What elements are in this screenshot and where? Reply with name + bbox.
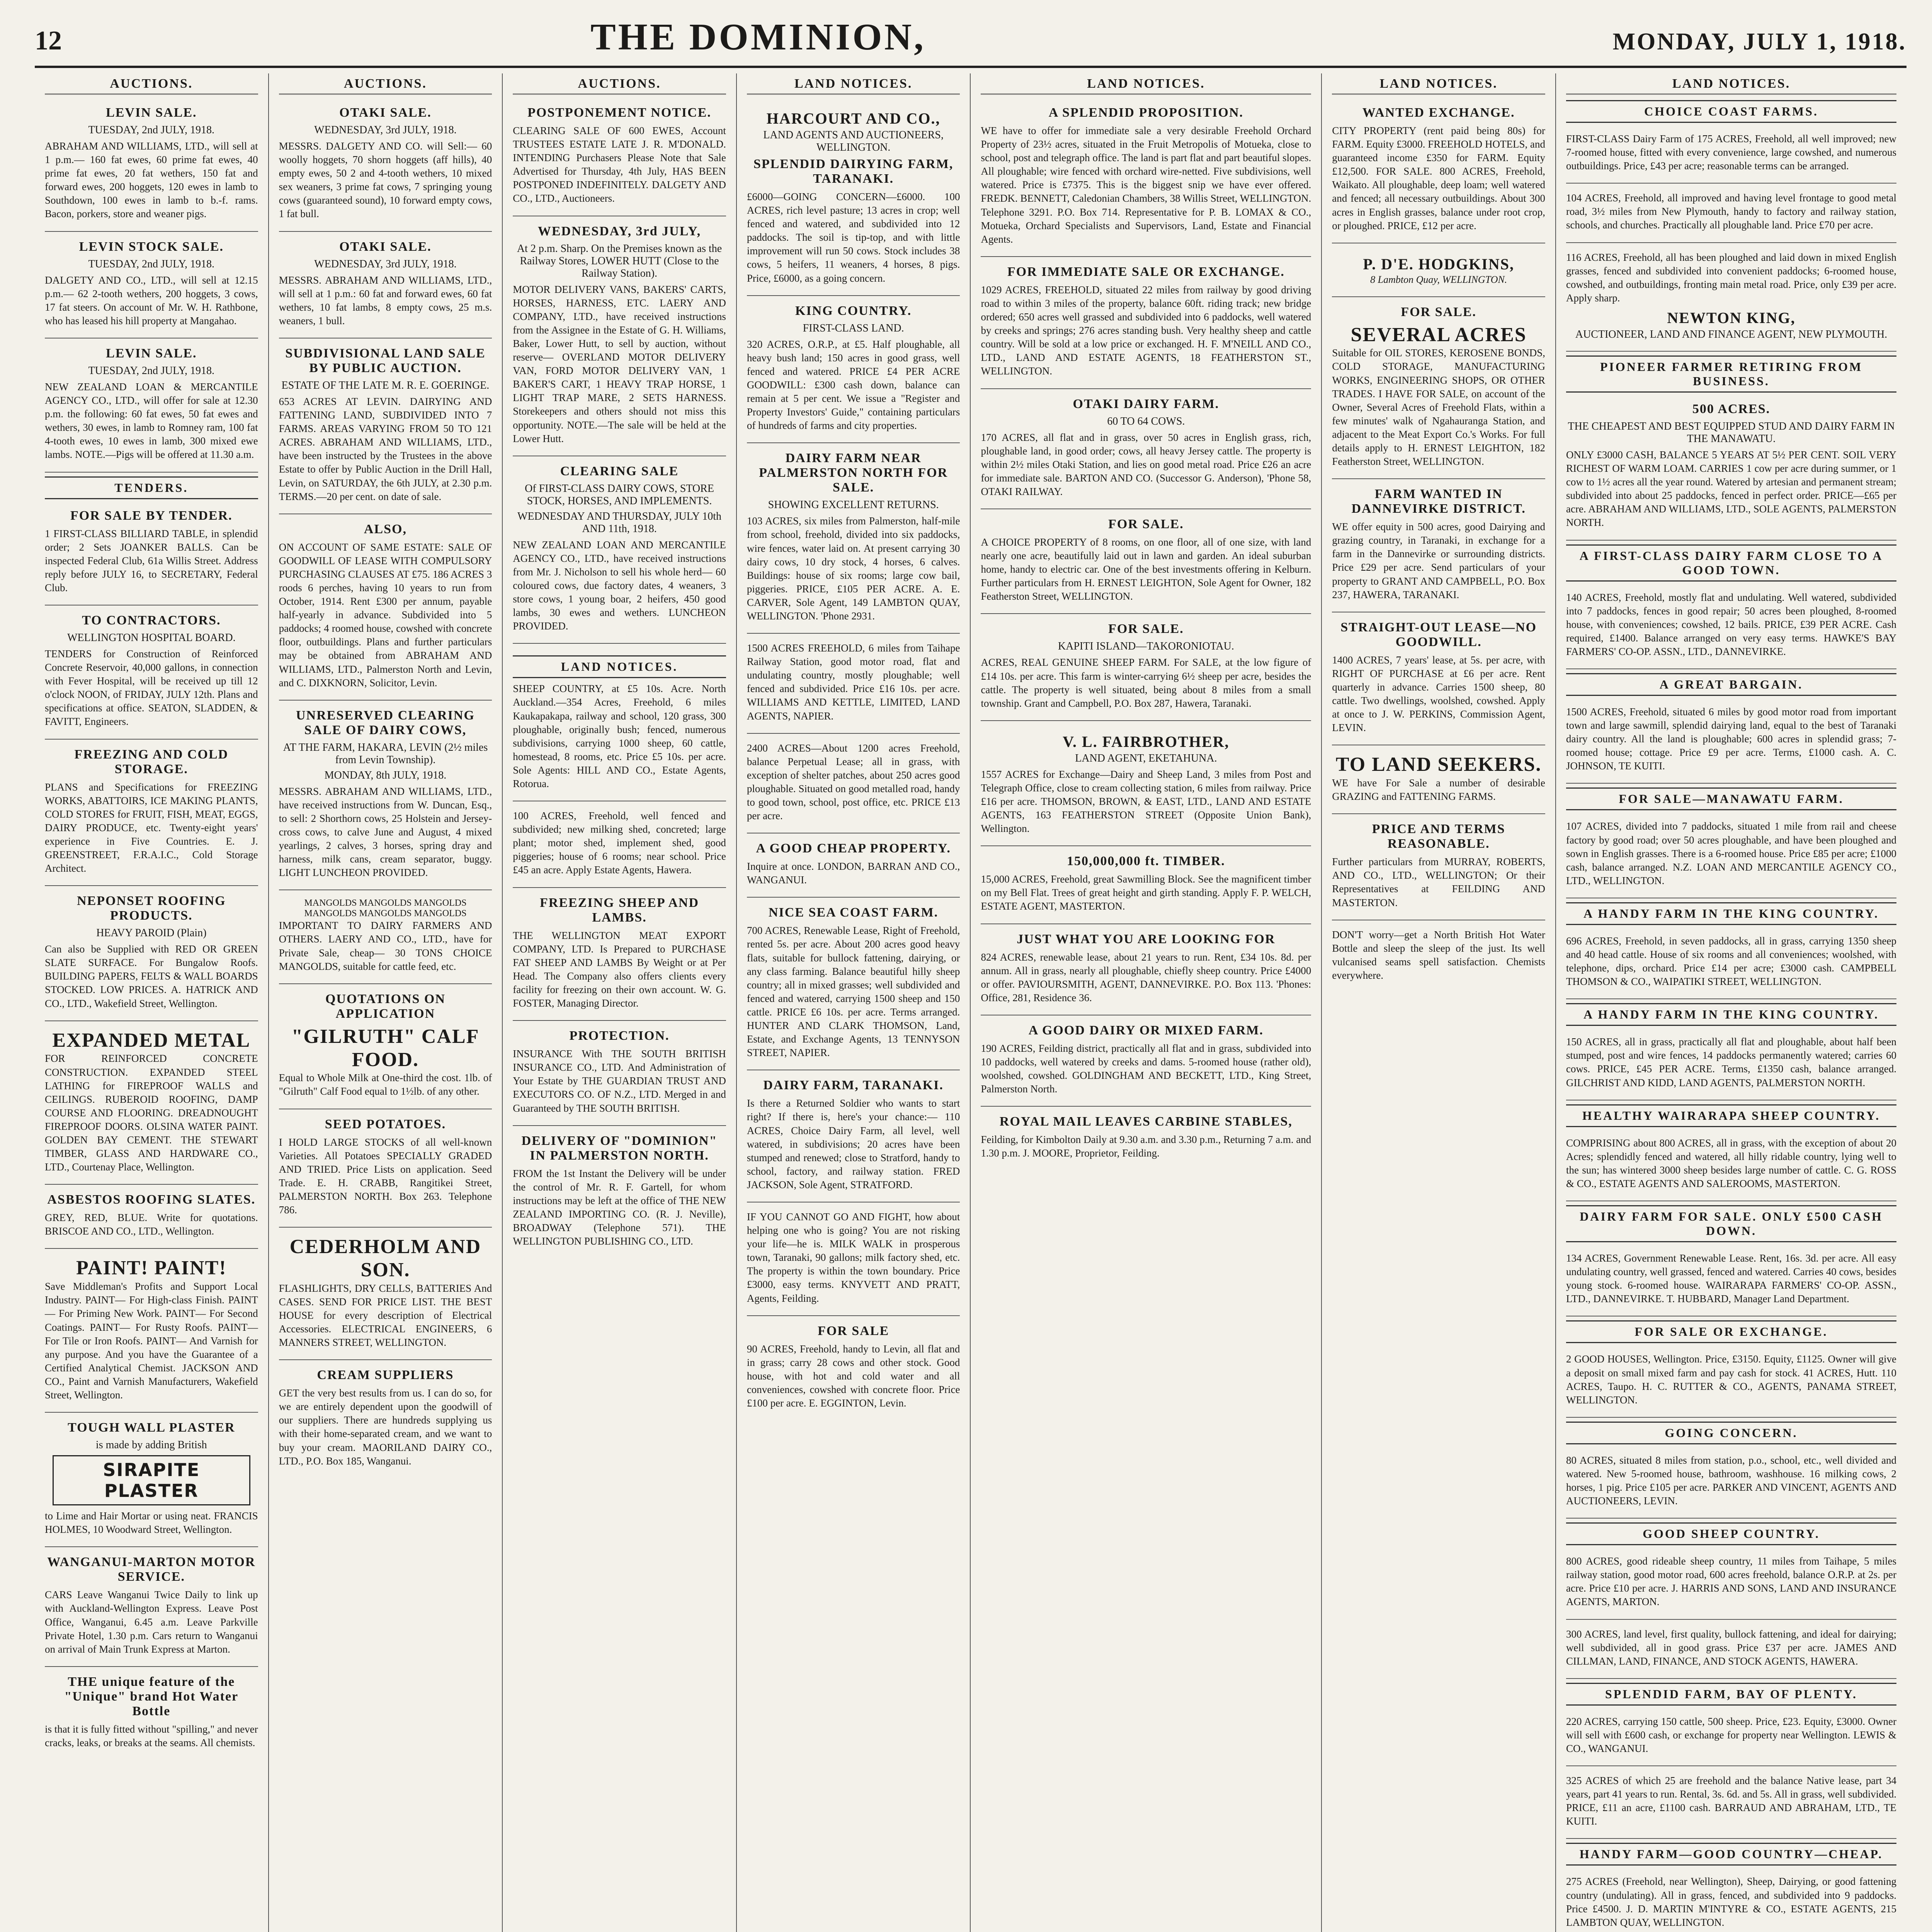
ad-title: FOR SALE.: [1401, 304, 1477, 319]
section-banner: A FIRST-CLASS DAIRY FARM CLOSE TO A GOOD TOWN.: [1566, 544, 1896, 582]
ad-asbestos: [45, 1187, 258, 1249]
ad-sheep-country: [513, 646, 726, 801]
ad-billiard-tender: [45, 503, 258, 605]
agent-address: AUCTIONEER, LAND AND FINANCE AGENT, NEW PLYMOUTH.: [1575, 328, 1888, 340]
ad-immediate-sale: [981, 259, 1311, 389]
ad-handy-farm: [1566, 1869, 1896, 1932]
ad-title: LEVIN STOCK SALE.: [79, 239, 224, 254]
ad-body: 2400 ACRES—About 1200 acres Freehold, balance Perpetual Lease; all in grass, with exception of shelter patches, about 250 acres good ploughable. Situated on good metalled road, handy to good town, school, post office, etc. PRICE £13 per acre.: [747, 742, 960, 822]
ad-title: FREEZING AND COLD STORAGE.: [74, 747, 229, 776]
ad-title: PRICE AND TERMS REASONABLE.: [1372, 822, 1505, 851]
ad-title: POSTPONEMENT NOTICE.: [527, 105, 711, 120]
ad-postponement: [513, 100, 726, 216]
ad-body: FIRST-CLASS Dairy Farm of 175 ACRES, Freehold, all well improved; new 7-roomed house, fitted with every convenience, large cowshed, and numerous outbuildings. Price, £43 per acre; reasonable terms can be arranged.: [1566, 133, 1897, 172]
ad-display: EXPANDED METAL: [52, 1029, 251, 1051]
ad-body: ON ACCOUNT OF SAME ESTATE: SALE OF GOODWILL OF LEASE WITH COMPULSORY PURCHASING CLAUSES AT £75. 186 ACRES 3 roods 6 perches, having 10 years to run from October, 1914. Rent £300 per annum, payable half-yearly in advance. Subdivided into 5 paddocks; 4 roomed house, cowshed with concrete floor, outbuildings. Plans and further particulars may be obtained from ABRAHAM AND WILLIAMS, LTD., Palmerston North and Levin, and C. DIXKNORN, Solicitor, Levin.: [279, 541, 492, 689]
ad-body: Equal to Whole Milk at One-third the cost. 1lb. of "Gilruth" Calf Food equal to 1½lb. of any other.: [279, 1072, 492, 1097]
ad-body: DON'T worry—get a North British Hot Water Bottle and sleep the sleep of the just. Its well vulcanised seams spell satisfaction. Chemists everywhere.: [1332, 929, 1546, 981]
ad-subtitle: AT THE FARM, HAKARA, LEVIN (2½ miles from Levin Township).: [283, 741, 488, 766]
ad-splendid-proposition: [981, 100, 1311, 257]
ad-date: MONDAY, 8th JULY, 1918.: [324, 769, 447, 781]
masthead: [35, 15, 1906, 68]
ad-subtitle: is made by adding British: [95, 1439, 207, 1451]
ad-title: ALSO,: [364, 522, 407, 536]
ad-100-acres: [513, 804, 726, 888]
ad-contractors: [45, 608, 258, 740]
ad-body: 320 ACRES, O.R.P., at £5. Half ploughable, all heavy bush land; 150 acres in good grass, well fenced and watered. PRICE £4 PER ACRE GOODWILL: £300 cash down, balance can remain at 5 per cent. We issue a "Register and Property Investors' Guide," containing particulars of hundreds of farms and city properties.: [747, 338, 960, 432]
ad-body: 134 ACRES, Government Renewable Lease. Rent, 16s. 3d. per acre. All easy undulating country, well grassed, fenced and watered. Carries 40 cows, besides young stock. 6-roomed house. WAIRARAPA FARMERS' CO-OP. ASSN., LTD., DANNEVIRKE. T. HUBBARD, Manager Land Department.: [1566, 1252, 1897, 1305]
ad-325-acres: [1566, 1769, 1896, 1839]
ad-title: TO CONTRACTORS.: [82, 613, 221, 628]
ad-title: NEPONSET ROOFING PRODUCTS.: [77, 894, 226, 923]
ad-hot-water-bottle: [45, 1669, 258, 1760]
column-header: LAND NOTICES.: [1566, 77, 1896, 95]
agent-name: NEWTON KING,: [1667, 309, 1796, 327]
ad-going-concern: [1566, 1448, 1896, 1519]
agent-name: V. L. FAIRBROTHER,: [1063, 733, 1230, 750]
agent-name: P. D'E. HODGKINS,: [1363, 255, 1514, 273]
ad-title: WANGANUI-MARTON MOTOR SERVICE.: [47, 1555, 256, 1584]
ad-body: SHEEP COUNTRY, at £5 10s. Acre. North Auckland.—354 Acres, Freehold, 6 miles Kaukapakapa, railway and school, 120 grass, 300 ploughable, originally bush; fenced, numerous subdivisions, carrying 1000 sheep, 60 cattle, homestead, 8 rooms, etc. Price £5 10s. per acre. Sole Agents: HILL AND CO., Estate Agents, Rotorua.: [513, 683, 726, 789]
ad-body: 1557 ACRES for Exchange—Dairy and Sheep Land, 3 miles from Post and Telegraph Office, close to cream collecting station, 6 miles from railway. Price £16 per acre. THOMSON, BROWN, & EAST, LTD., LAND AND ESTATE AGENTS, 163 FEATHERSTON STREET (Opposite Union Bank), Wellington.: [981, 768, 1311, 835]
ad-body: 104 ACRES, Freehold, all improved and having level frontage to good metal road, 3½ miles from New Plymouth, handy to factory and railway station, schools, and churches. Practically all ploughable land. Price £70 per acre.: [1566, 192, 1897, 231]
ad-body: 2 GOOD HOUSES, Wellington. Price, £3150. Equity, £1125. Owner will give a deposit on small mixed farm and pay cash for stock. 41 ACRES, Hutt. 110 ACRES, Taupo. H. C. RUTTER & CO., AGENTS, PANAMA STREET, WELLINGTON.: [1566, 1353, 1897, 1406]
ad-title: 500 ACRES.: [1692, 401, 1770, 416]
ad-otaki-dairy: [981, 391, 1311, 509]
ad-subtitle: WELLINGTON HOSPITAL BOARD.: [67, 631, 236, 644]
section-banner: GOING CONCERN.: [1566, 1422, 1896, 1444]
paper-title: THE DOMINION,: [590, 16, 926, 58]
ad-subtitle: At 2 p.m. Sharp. On the Premises known as the Railway Stores, LOWER HUTT (Close to the Railway Station).: [517, 242, 722, 279]
ad-levin-stock-sale: [45, 234, 258, 338]
ad-date: TUESDAY, 2nd JULY, 1918.: [88, 258, 215, 270]
ad-body: 824 ACRES, renewable lease, about 21 years to run. Rent, £34 10s. 8d. per annum. All in grass, nearly all ploughable, chiefly sheep country. Price £4000 or offer. PAVIOURSMITH, AGENT, DANNEVIRKE. P.O. Box 113. 'Phones: Office, 281, Residence 36.: [981, 951, 1311, 1003]
section-banner: A HANDY FARM IN THE KING COUNTRY.: [1566, 902, 1896, 925]
ad-title: OTAKI SALE.: [339, 239, 432, 254]
column-header: AUCTIONS.: [45, 77, 258, 95]
ad-134-acres: [1566, 1246, 1896, 1316]
section-banner: A HANDY FARM IN THE KING COUNTRY.: [1566, 1003, 1896, 1026]
ad-body: CARS Leave Wanganui Twice Daily to link up with Auckland-Wellington Express. Leave Post Office, Wanganui, 6.45 a.m. Leave Parkville Private Hotel, 1.30 p.m. Cars return to Wanganui on arrival of Main Trunk Express at Marton.: [45, 1589, 258, 1655]
ad-motor-service: [45, 1549, 258, 1667]
ad-date: WEDNESDAY, 3rd JULY, 1918.: [314, 258, 457, 270]
ad-116-acres: [1566, 245, 1896, 352]
ad-display: MANGOLDS MANGOLDS MANGOLDS: [304, 898, 467, 908]
ad-body: 100 ACRES, Freehold, well fenced and subdivided; new milking shed, concreted; large plant; motor shed, implement shed, good piggeries; house of 6 rooms; near school. Price £45 an acre. Apply Estate Agents, Hawera.: [513, 810, 726, 876]
ad-milk-walk: [747, 1205, 960, 1316]
ad-body: IF YOU CANNOT GO AND FIGHT, how about helping one who is going? You are not risking your life—he is. MILK WALK in prosperous town, Taranaki, 90 gallons; milk factory shed, etc. The property is within the town boundary. Price £3000, easy terms. KNYVETT AND PRATT, Agents, Feilding.: [747, 1211, 960, 1304]
ad-body: I HOLD LARGE STOCKS of all well-known Varieties. All Potatoes SPECIALLY GRADED AND TRIED. Price Lists on application. Seed Trade. E. H. CRABB, Rangitikei Street, PALMERSTON NORTH. Box 263. Telephone 786.: [279, 1136, 492, 1216]
ad-body: 1400 ACRES, 7 years' lease, at 5s. per acre, with RIGHT OF PURCHASE at £6 per acre. Rent quarterly in advance. Carries 1500 sheep, 80 cattle. Two dwellings, woolshed, cowshed. Apply at once to J. W. PERKINS, Commission Agent, LEVIN.: [1332, 654, 1546, 734]
ad-title: UNRESERVED CLEARING SALE OF DAIRY COWS,: [296, 708, 475, 737]
ad-body: 1 FIRST-CLASS BILLIARD TABLE, in splendid order; 2 Sets JOANKER BALLS. Can be inspected Federal Club, 61a Willis Street. Address reply before JULY 16, to SECRETARY, Federal Club.: [45, 527, 258, 594]
ad-body: NEW ZEALAND LOAN AND MERCANTILE AGENCY CO., LTD., have received instructions from Mr. J. Nicholson to sell his whole herd— 60 coloured cows, due factory dates, 4 weaners, 3 store cows, 1 young boar, 2 heifers, 450 good lambs, 30 ewes and wethers. LUNCHEON PROVIDED.: [513, 539, 726, 632]
section-banner: DAIRY FARM FOR SALE. ONLY £500 CASH DOWN.: [1566, 1205, 1896, 1242]
ad-body: 116 ACRES, Freehold, all has been ploughed and laid down in mixed English grasses, fenced and subdivided into convenient paddocks; 6-roomed house, cowshed, and outbuildings, fronting main metal road. Price, only £39 per acre. Apply sharp.: [1566, 251, 1897, 304]
ad-title: A GOOD DAIRY OR MIXED FARM.: [1028, 1023, 1264, 1037]
ad-body: A CHOICE PROPERTY of 8 rooms, on one floor, all of one size, with land nearly one acre, beautifully laid out in lawn and garden. An ideal suburban home, handy to electric car. One of the best investments offering in Kelburn. Further particulars from H. ERNEST LEIGHTON, Sole Agent for Owner, 182 Featherston Street, WELLINGTON.: [981, 536, 1311, 602]
ad-display: SEVERAL ACRES: [1350, 323, 1527, 346]
ad-body: Feilding, for Kimbolton Daily at 9.30 a.m. and 3.30 p.m., Returning 7 a.m. and 1.30 p.m. J. MOORE, Proprietor, Feilding.: [981, 1134, 1311, 1159]
ad-title: CREAM SUPPLIERS: [317, 1368, 454, 1383]
column-header: LAND NOTICES.: [1332, 77, 1545, 95]
ad-body: CLEARING SALE OF 600 EWES, Account TRUSTEES ESTATE LATE J. R. M'DONALD. INTENDING Purchasers Please Note that Sale Advertised for Thursday, 4th July, HAS BEEN POSTPONED INDEFINITELY. DALGETY AND CO., LTD., Auctioneers.: [513, 125, 726, 204]
ad-body: FOR REINFORCED CONCRETE CONSTRUCTION. EXPANDED STEEL LATHING for FIREPROOF WALLS and CEILINGS. RUBEROID ROOFING, DAMP COURSE AND FLOORING. DREADNOUGHT FIREPROOF DOORS. OLSINA WATER PAINT. GOLDEN BAY CEMENT. THE STEWART TIMBER, GLASS AND HARDWARE CO., LTD., Courtenay Place, Wellington.: [45, 1053, 258, 1173]
ad-title: QUOTATIONS ON APPLICATION: [325, 992, 446, 1021]
ad-body: Is there a Returned Soldier who wants to start right? If there is, here's your chance:— 110 ACRES, Choice Dairy Farm, all level, well watered, in subdivisions; 20 acres have been stumped and renewed; close to Stratford, handy to school, factory, and railway station. FRED JACKSON, Sole Agent, STRATFORD.: [747, 1097, 960, 1190]
ad-title: KING COUNTRY.: [795, 303, 912, 318]
ad-body: £6000—GOING CONCERN—£6000. 100 ACRES, rich level pasture; 13 acres in crop; well fenced and watered, and subdivided into 12 paddocks. The soil is tip-top, and with little improvement will run 50 cows. Stock includes 38 cows, 5 heifers, 11 weaners, 4 horses, 8 pigs. Price, £6000, as a going concern.: [747, 191, 960, 284]
ad-levin-sale-2: [45, 341, 258, 473]
ad-body: is that it is fully fitted without "spilling," and never cracks, leaks, or breaks at the seams. All chemists.: [45, 1723, 258, 1748]
ad-subtitle: 60 TO 64 COWS.: [1107, 415, 1185, 427]
ad-body: 1500 ACRES FREEHOLD, 6 miles from Taihape Railway Station, good motor road, flat and undulating country, mostly ploughable; well fenced and subdivided. Price £16 10s. per acre. WILLIAMS AND KETTLE, LIMITED, LAND AGENTS, NAPIER.: [747, 642, 960, 722]
ad-paint: [45, 1251, 258, 1413]
ad-title: SPLENDID DAIRYING FARM, TARANAKI.: [753, 157, 954, 186]
ad-subtitle: FIRST-CLASS LAND.: [803, 322, 904, 334]
ad-body: GET the very best results from us. I can do so, for we are entirely dependent upon the goodwill of our suppliers. There are hundreds supplying us with their home-separated cream, and we want to buy your cream. MAORILAND DAIRY CO., LTD., P.O. Box 185, Wanganui.: [279, 1387, 492, 1467]
ad-delivery-notice: [513, 1128, 726, 1259]
ad-body: IMPORTANT TO DAIRY FARMERS AND OTHERS. LAERY AND CO., LTD., have for Private Sale, cheap— 30 TONS CHOICE MANGOLDS, suitable for cattle feed, etc.: [279, 920, 492, 972]
ad-title: LEVIN SALE.: [106, 346, 197, 361]
ad-subtitle: ESTATE OF THE LATE M. R. E. GOERINGE.: [281, 379, 490, 391]
sirapite-logo: SIRAPITE PLASTER: [53, 1455, 250, 1505]
ad-body: 150 ACRES, all in grass, practically all flat and ploughable, about half been stumped, post and wire fences, 14 paddocks permanently watered; carries 60 cows. PRICE, £45 PER ACRE. Terms, £1350 cash, balance arranged. GILCHRIST AND KIDD, LAND AGENTS, PALMERSTON NORTH.: [1566, 1036, 1897, 1088]
column-1: [35, 73, 269, 1932]
ad-title: FOR SALE.: [1108, 517, 1184, 531]
section-banner: PIONEER FARMER RETIRING FROM BUSINESS.: [1566, 355, 1896, 393]
ad-display: "GILRUTH" CALF FOOD.: [291, 1025, 480, 1071]
ad-body: 8 Lambton Quay, WELLINGTON.: [1370, 274, 1507, 285]
ad-date: TUESDAY, 2nd JULY, 1918.: [88, 124, 215, 136]
ad-body: WE have For Sale a number of desirable GRAZING and FATTENING FARMS.: [1332, 777, 1546, 803]
ad-subtitle: THE CHEAPEST AND BEST EQUIPPED STUD AND DAIRY FARM IN THE MANAWATU.: [1568, 420, 1895, 445]
ad-title: DELIVERY OF "DOMINION" IN PALMERSTON NORTH.: [521, 1133, 718, 1163]
ad-land-seekers: [1332, 748, 1545, 814]
ad-body: 15,000 ACRES, Freehold, great Sawmilling Block. See the magnificent timber on my Bell Flat. Trees of great height and girth standing. Apply F. P. WELCH, ESTATE AGENT, MASTERTON.: [981, 873, 1311, 912]
ad-title: TOUGH WALL PLASTER: [68, 1420, 235, 1435]
ad-otaki-sale: [279, 100, 492, 232]
ad-title: WEDNESDAY, 3rd JULY,: [537, 224, 701, 238]
ad-body: COMPRISING about 800 ACRES, all in grass, with the exception of about 20 Acres; splendidly fenced and watered, all hilly ridable country, lying well to the sun; has wintered 3000 sheep besides large number of cattle. C. G. ROSS & CO., ESTATE AGENTS AND SALEROOMS, MASTERTON.: [1566, 1137, 1897, 1189]
column-6: [1322, 73, 1556, 1932]
section-banner: FOR SALE OR EXCHANGE.: [1566, 1320, 1896, 1343]
column-4: [737, 73, 971, 1932]
ad-150-acres: [1566, 1030, 1896, 1100]
column-header: AUCTIONS.: [279, 77, 492, 95]
section-banner: SPLENDID FARM, BAY OF PLENTY.: [1566, 1683, 1896, 1706]
ad-body: Inquire at once. LONDON, BARRAN AND CO., WANGANUI.: [747, 861, 960, 886]
ad-date: TUESDAY, 2nd JULY, 1918.: [88, 364, 215, 377]
ad-mixed-farm: [981, 1018, 1311, 1107]
ad-farm-wanted: [1332, 481, 1545, 612]
ad-body: 696 ACRES, Freehold, in seven paddocks, all in grass, carrying 1350 sheep and 40 head cattle. House of six rooms and all conveniences; woolshed, with telephone, dips, orchard. Price £14 per acre; £3000 cash. CAMPBELL THOMSON & CO., WAIPATIKI STREET, WELLINGTON.: [1566, 935, 1897, 988]
column-header: LAND NOTICES.: [747, 77, 960, 95]
ad-manawatu-farm: [1566, 814, 1896, 898]
ad-title: A GOOD CHEAP PROPERTY.: [756, 841, 951, 856]
ad-body: 700 ACRES, Renewable Lease, Right of Freehold, rented 5s. per acre. About 200 acres good heavy flats, suitable for bullock fattening, dairying, or any class farming. Balance beautiful hilly sheep country; all in mixed grasses; well subdivided and fenced and watered, carrying 1500 sheep and 150 cattle. PRICE £6 10s. per acre. Terms arranged. HUNTER AND CLARK THOMSON, Land, Estate, and Exchange Agents, 13 TENNYSON STREET, NAPIER.: [747, 925, 960, 1059]
ad-title: OTAKI DAIRY FARM.: [1073, 396, 1219, 411]
ad-104-acres: [1566, 186, 1896, 243]
ad-body: ACRES, REAL GENUINE SHEEP FARM. For SALE, at the low figure of £14 10s. per acre. This farm is winter-carrying 6½ sheep per acre, besides the cattle. The property is well situated, being about 8 miles from a small township. Grant and Campbell, P.O. Box 287, Hawera, Taranaki.: [981, 656, 1311, 709]
ad-seed-potatoes: [279, 1112, 492, 1228]
ad-cheap-property: [747, 836, 960, 898]
ad-king-country: [747, 298, 960, 444]
ad-dairy-taranaki: [747, 1073, 960, 1202]
ad-body: 800 ACRES, good rideable sheep country, 11 miles from Taihape, 5 miles railway station, good motor road, 600 acres freehold, balance O.R.P. at 2s. per acre. Price £10 per acre. J. HARRIS AND SONS, LAND AND INSURANCE AGENTS, MARTON.: [1566, 1555, 1897, 1608]
ad-500-acres: [1566, 396, 1896, 541]
ad-title: FOR SALE BY TENDER.: [70, 508, 233, 523]
ad-body: MOTOR DELIVERY VANS, BAKERS' CARTS, HORSES, HARNESS, ETC. LAERY AND COMPANY, LTD., have received instructions from the Assignee in the Estate of G. H. Williams, Baker, Lower Hutt, to sell by auction, without reserve— OVERLAND MOTOR DELIVERY VAN, FORD MOTOR DELIVERY VAN, 1 BAKER'S CART, 1 HEAVY TRAP HORSE, 1 LIGHT TRAP MARE, 2 SETS HARNESS. Storekeepers and others should not miss this opportunity. NOTE.—The sale will be held at the Lower Hutt.: [513, 283, 726, 444]
ad-clearing-sale: [279, 703, 492, 891]
ad-subtitle: LAND AGENT, EKETAHUNA.: [1075, 752, 1217, 764]
ad-railway-stores: [513, 219, 726, 456]
ad-body: CITY PROPERTY (rent paid being 80s) for FARM. Equity £3000. FREEHOLD HOTELS, and guaranteed income £350 for FARM. Equity £12,500. FOR SALE. 800 ACRES, Freehold, Waikato. All ploughable, deep loam; well watered and fenced; all necessary outbuildings. About 300 acres in English grasses, balance under root crop, or ploughed. PRICE, £12 per acre.: [1332, 125, 1546, 231]
ad-body: MESSRS. ABRAHAM AND WILLIAMS, LTD., will sell at 1 p.m.: 60 fat and forward ewes, 60 fat wethers, 10 fat lambs, 8 empty cows, 25 m.s. weaners, 1 bull.: [279, 274, 492, 327]
ad-bay-of-plenty: [1566, 1709, 1896, 1766]
ad-body: 140 ACRES, Freehold, mostly flat and undulating. Well watered, subdivided into 7 paddocks, fences in good repair; 50 acres been ploughed, 8-roomed house, with conveniences; cowshed, 12 bails. PRICE, £39 PER ACRE. Cash required, £1400. Balance arranged on very easy terms. HAWKE'S BAY FARMERS' CO-OP. ASSN., LTD., DANNEVIRKE.: [1566, 591, 1897, 657]
ad-cederholm: [279, 1230, 492, 1360]
ad-body: 170 ACRES, all flat and in grass, over 50 acres in English grass, rich, ploughable land, in good order; cows, all heavy Jersey cattle. The property is within 2½ miles Otaki Station, and lies on good metal road. Price £26 an acre for immediate sale. BARTON AND CO. (Successor G. Anderson), 'Phone 58, OTAKI RAILWAY.: [981, 431, 1311, 497]
column-3: [503, 73, 737, 1932]
ad-140-acres: [1566, 585, 1896, 669]
ad-display: TO LAND SEEKERS.: [1336, 753, 1542, 776]
ad-hodgkins: [1332, 246, 1545, 297]
ad-subtitle: Of FIRST-CLASS DAIRY COWS, STORE STOCK, HORSES, AND IMPLEMENTS.: [525, 482, 714, 507]
column-header: AUCTIONS.: [513, 77, 726, 95]
ad-title: NICE SEA COAST FARM.: [769, 905, 939, 920]
section-banner: GOOD SHEEP COUNTRY.: [1566, 1522, 1896, 1545]
ad-royal-mail: [981, 1109, 1311, 1170]
ad-1500-acres: [747, 636, 960, 734]
ad-clearing-sale-dairy: [513, 459, 726, 644]
ad-title: LEVIN SALE.: [106, 105, 197, 120]
ad-body: FLASHLIGHTS, DRY CELLS, BATTERIES And CASES. SEND FOR PRICE LIST. THE BEST HOUSE for every description of Electrical Accessories. ELECTRICAL ENGINEERS, 6 MANNERS STREET, WELLINGTON.: [279, 1282, 492, 1349]
ad-cream-suppliers: [279, 1362, 492, 1478]
column-7: [1556, 73, 1906, 1932]
ad-harcourt: [747, 100, 960, 296]
ad-body: Can also be Supplied with RED OR GREEN SLATE SURFACE. For Bungalow Roofs. BUILDING PAPERS, FELTS & WALL BOARDS STOCKED. LOW PRICES. A. HATRICK AND CO., LTD., Wakefield Street, Wellington.: [45, 943, 258, 1009]
section-banner: LAND NOTICES.: [513, 655, 726, 678]
ad-subtitle: KAPITI ISLAND—TAKORONIOTAU.: [1058, 640, 1234, 653]
ad-body: PLANS and Specifications for FREEZING WORKS, ABATTOIRS, ICE MAKING PLANTS, COLD STORES for FRUIT, FISH, MEAT, EGGS, DAIRY PRODUCE, etc. Twenty-eight years' experience in Five Countries. E. J. GREENSTREET, F.R.A.I.C., Cold Storage Architect.: [45, 781, 258, 874]
ad-title: FREEZING SHEEP AND LAMBS.: [540, 895, 699, 925]
section-banner: HEALTHY WAIRARAPA SHEEP COUNTRY.: [1566, 1104, 1896, 1127]
ad-north-british-bottle: [1332, 923, 1545, 992]
ad-sheep-farm: [981, 616, 1311, 721]
ad-body: Further particulars from MURRAY, ROBERTS, AND CO., LTD., WELLINGTON; Or their Representatives at FEILDING AND MASTERTON.: [1332, 856, 1546, 908]
ad-several-acres: [1332, 299, 1545, 480]
section-banner: HANDY FARM—GOOD COUNTRY—CHEAP.: [1566, 1843, 1896, 1866]
ad-title: OTAKI SALE.: [339, 105, 432, 120]
ad-body: 653 ACRES AT LEVIN. DAIRYING AND FATTENING LAND, SUBDIVIDED INTO 7 FARMS. AREAS VARYING FROM 50 TO 121 ACRES. ABRAHAM AND WILLIAMS, LTD., have been instructed by the Trustees in the above Estate to offer by Public Auction in the Drill Hall, Levin, on SATURDAY, the 6th JULY, at 2.30 p.m. TERMS.—20 per cent. on date of sale.: [279, 395, 492, 502]
ad-body: THE WELLINGTON MEAT EXPORT COMPANY, LTD. Is Prepared to PURCHASE FAT SHEEP AND LAMBS By Weight or at Per Head. The Company also offers clients every facility for freezing on their own account. W. G. FOSTER, Managing Director.: [513, 929, 726, 1009]
ad-goodwill-lease: [279, 517, 492, 701]
ad-mangolds: [279, 893, 492, 984]
ad-wanted-exchange: [1332, 100, 1545, 243]
ad-body: FROM the 1st Instant the Delivery will be under the control of Mr. R. F. Gartell, for whom instructions may be left at the office of THE NEW ZEALAND IMPORTING CO. (R. J. Neville), BROADWAY (Telephone 571). THE WELLINGTON PUBLISHING CO., LTD.: [513, 1167, 726, 1247]
ad-body: TENDERS for Construction of Reinforced Concrete Reservoir, 40,000 gallons, in connection with Fever Hospital, will be received up till 12 o'clock NOON, of FRIDAY, JULY 12th. Plans and specifications at office. SEATON, SLADDEN, & FAVITT, Engineers.: [45, 648, 258, 728]
ad-levin-sale: [45, 100, 258, 232]
ad-protection: [513, 1023, 726, 1126]
columns: [35, 73, 1906, 1932]
agent-name: HARCOURT AND CO.,: [766, 110, 940, 127]
ad-body: 1029 ACRES, FREEHOLD, situated 22 miles from railway by good driving road to within 3 miles of the property, balance 60ft. riding track; new bridge ordered; 650 acres well grassed and subdivided into 6 paddocks, well watered by creeks and springs; 276 acres standing bush. Very healthy sheep and cattle country. Will be sold at a low price or exchanged. H. F. M'NEILL AND CO., LTD., LAND AND ESTATE AGENTS, 18 FEATHERSTON ST., WELLINGTON.: [981, 284, 1311, 377]
ad-title: 150,000,000 ft. TIMBER.: [1066, 854, 1225, 869]
ad-title: SUBDIVISIONAL LAND SALE BY PUBLIC AUCTION.: [285, 346, 486, 375]
ad-title: FOR IMMEDIATE SALE OR EXCHANGE.: [1007, 264, 1285, 279]
ad-body: 325 ACRES of which 25 are freehold and the balance Native lease, part 34 years, part 41 years to run. Rental, 3s. 6d. and 5s. All in grass, well subdivided. PRICE, £11 an acre, £1100 cash. BARRAUD AND ABRAHAM, LTD., TE KUITI.: [1566, 1775, 1897, 1827]
ad-body: MESSRS. ABRAHAM AND WILLIAMS, LTD., have received instructions from W. Duncan, Esq., to sell: 2 Shorthorn cows, 25 Holstein and Jersey-cross cows, to calve June and August, 4 mixed yearlings, 2 calves, 3 horses, spring dray and harness, milk cans, cream separator, buggy. LIGHT LUNCHEON PROVIDED.: [279, 785, 492, 879]
ad-body: INSURANCE With THE SOUTH BRITISH INSURANCE CO., LTD. And Administration of Your Estate by THE GUARDIAN TRUST AND EXECUTORS CO. OF N.Z., LTD. Merged in and Guaranteed by THE SOUTH BRITISH.: [513, 1048, 726, 1114]
ad-wall-plaster: [45, 1415, 258, 1547]
ad-body: ABRAHAM AND WILLIAMS, LTD., will sell at 1 p.m.— 160 fat ewes, 60 prime fat ewes, 40 prime fat ewes, 20 fat wethers, 150 fat and forward ewes, 200 hoggets, 120 ewes in lamb to Southdown, 100 ewes in lamb to b.-f. rams. Bacon, porkers, store and weaner pigs.: [45, 140, 258, 220]
ad-display: PAINT! PAINT!: [76, 1257, 227, 1279]
ad-body: 190 ACRES, Feilding district, practically all flat and in grass, subdivided into 10 paddocks, well watered by creeks and dams. 5-roomed house (rather old), woolshed, cowshed. GOLDINGHAM AND BECKETT, LTD., King Street, Palmerston North.: [981, 1042, 1311, 1095]
ad-title: DAIRY FARM NEAR PALMERSTON NORTH FOR SALE.: [759, 451, 948, 495]
ad-subdivisional-sale: [279, 341, 492, 514]
section-banner: A GREAT BARGAIN.: [1566, 673, 1896, 696]
column-5: [971, 73, 1322, 1932]
ad-calf-food: [279, 986, 492, 1109]
ad-subtitle: LAND AGENTS AND AUCTIONEERS, WELLINGTON.: [763, 129, 944, 153]
ad-title: WANTED EXCHANGE.: [1362, 105, 1515, 120]
ad-body: Suitable for OIL STORES, KEROSENE BONDS, COLD STORAGE, MANUFACTURING WORKS, ENGINEERING SHOPS, OR OTHER TRADES. I HAVE FOR SALE, on account of the Owner, Several Acres of Freehold Flats, within a few minutes' walk of Ngahauranga Station, and adjacent to the Meat Export Co.'s Works. For full details apply to H. ERNEST LEIGHTON, 182 Featherston Street, WELLINGTON.: [1332, 347, 1546, 468]
ad-body: 103 ACRES, six miles from Palmerston, half-mile from school, freehold, divided into six paddocks, wire fences, water laid on. At present carrying 30 dairy cows, 10 dry stock, 4 horses, 6 calves. Buildings: house of six rooms; large cow bail, piggeries. PRICE, £105 PER ACRE. A. E. CARVER, Sole Agent, 149 LAMBTON QUAY, WELLINGTON. 'Phone 2931.: [747, 515, 960, 622]
tenders-header: TENDERS.: [45, 476, 258, 499]
ad-body: WE have to offer for immediate sale a very desirable Freehold Orchard Property of 23½ acres, situated in the Fruit Metropolis of Motueka, close to school, post and telegraph office. The land is part flat and part beautiful slopes. All ploughable; wire fenced with orchard wire-netted. Five subdivisions, well watered. Price is £7375. This is the biggest snip we have ever offered. FREDK. BENNETT, Caledonian Chambers, 38 Willis Street, WELLINGTON. Telephone 3291. P.O. Box 714. Representative for P. B. LOMAX & CO., Motueka, Orchard Specialists and Supervisors, Land, Estate and Financial Agents.: [981, 125, 1311, 245]
ad-body: 300 ACRES, land level, first quality, bullock fattening, and ideal for dairying; well subdivided, all in good grass. Price £37 per acre. JAMES AND CILLMAN, LAND, FINANCE, AND STOCK AGENTS, HAWERA.: [1566, 1628, 1897, 1667]
ad-body: to Lime and Hair Mortar or using neat. FRANCIS HOLMES, 10 Woodward Street, Wellington.: [45, 1510, 258, 1536]
ad-title: SEED POTATOES.: [325, 1117, 446, 1131]
ad-title: CLEARING SALE: [560, 464, 679, 478]
column-header: LAND NOTICES.: [981, 77, 1311, 95]
ad-neponset: [45, 888, 258, 1021]
ad-display: CEDERHOLM AND SON.: [289, 1236, 481, 1281]
ad-title: PROTECTION.: [569, 1029, 670, 1043]
ad-body: Save Middleman's Profits and Support Local Industry. PAINT— For High-class Finish. PAINT— For Priming New Work. PAINT— For Second Coatings. PAINT— For Rusty Roofs. PAINT— For Tile or Iron Roofs. PAINT— And Varnish for any purpose. And you have the Guarantee of a Certified Analytical Chemist. JACKSON AND CO., Paint and Varnish Manufacturers, Wakefield Street, Wellington.: [45, 1281, 258, 1401]
ad-dairy-palmerston: [747, 446, 960, 634]
ad-body: 107 ACRES, divided into 7 paddocks, situated 1 mile from rail and cheese factory by good road; over 50 acres ploughable, and have been ploughed and sown in English grasses. There is a 6-roomed house. Price £85 per acre; £1000 cash, balance arranged. N.Z. LOAN AND MERCANTILE AGENCY CO., LTD., WELLINGTON.: [1566, 820, 1897, 886]
ad-title: FOR SALE.: [1108, 622, 1184, 636]
ad-body: 80 ACRES, situated 8 miles from station, p.o., school, etc., well divided and watered. New 5-roomed house, bathroom, washhouse. 16 milking cows, 2 horses, 1 pig. Price £105 per acre. PARKER AND VINCENT, AGENTS AND AUCTIONEERS, LEVIN.: [1566, 1454, 1897, 1507]
ad-great-bargain: [1566, 700, 1896, 784]
ad-freezing: [45, 742, 258, 886]
ad-timber: [981, 849, 1311, 924]
ad-looking-for: [981, 927, 1311, 1015]
ad-date: WEDNESDAY AND THURSDAY, JULY 10th AND 11th, 1918.: [517, 510, 721, 535]
ad-title: STRAIGHT-OUT LEASE—NO GOODWILL.: [1340, 620, 1537, 649]
ad-good-sheep: [1566, 1549, 1896, 1619]
ad-title: FOR SALE: [818, 1323, 889, 1338]
ad-otaki-sale-2: [279, 234, 492, 338]
ad-body: WE offer equity in 500 acres, good Dairying and grazing country, in Taranaki, in exchange for a farm in the Dannevirke or surrounding districts. Price £29 per acre. Send particulars of your property to GRANT AND CAMPBELL, P.O. Box 237, HAWERA, TARANAKI.: [1332, 521, 1546, 600]
ad-body: 220 ACRES, carrying 150 cattle, 500 sheep. Price, £23. Equity, £3000. Owner will sell with £600 cash, or exchange for property near Wellington. LEWIS & CO., WANGANUI.: [1566, 1715, 1897, 1754]
ad-subtitle: SHOWING EXCELLENT RETURNS.: [768, 499, 939, 511]
ad-expanded-metal: [45, 1024, 258, 1185]
ad-subtitle: HEAVY PAROID (Plain): [96, 927, 207, 939]
section-banner: FOR SALE—MANAWATU FARM.: [1566, 787, 1896, 810]
ad-title: JUST WHAT YOU ARE LOOKING FOR: [1017, 932, 1276, 946]
ad-freezing-sheep: [513, 890, 726, 1021]
ad-murray-roberts: [1332, 816, 1545, 920]
ad-body: NEW ZEALAND LOAN & MERCANTILE AGENCY CO., LTD., will offer for sale at 12.30 p.m. the following: 60 fat ewes, 50 fat ewes and wethers, 30 ewes, in lamb to Romney ram, 100 fat 4-tooth ewes, 10 ewes in lamb, 300 mixed ewe lambs. NOTE.—Pigs will be offered at 11.30 a.m.: [45, 381, 258, 461]
ad-body: 1500 ACRES, Freehold, situated 6 miles by good motor road from important town and large sawmill, splendid dairying land, equal to the best of Taranaki dairy country. All the land is ploughable; 600 acres in splendid grass; 7-roomed house; cottage. Price £9 per acre. Terms, £1000 cash. A. C. JOHNSON, TE KUITI.: [1566, 706, 1897, 772]
ad-body: 275 ACRES (Freehold, near Wellington), Sheep, Dairying, or good fattening country (undulating). All in grass, fenced, and subdivided into 9 paddocks. Price £4500. J. D. MARTIN M'INTYRE & CO., ESTATE AGENTS, 215 LAMBTON QUAY, WELLINGTON.: [1566, 1876, 1897, 1928]
column-2: [269, 73, 503, 1932]
ad-title: FARM WANTED IN DANNEVIRKE DISTRICT.: [1351, 487, 1526, 516]
ad-body: MESSRS. DALGETY AND CO. will Sell:— 60 woolly hoggets, 70 shorn hoggets (aff hills), 40 empty ewes, 50 2 and 4-tooth wethers, 10 mixed sex weaners, 3 prime fat cows, 7 springing young cows (guaranteed sound), 10 forward empty cows, 1 fat bull.: [279, 140, 492, 220]
ad-levin-90-acres: [747, 1318, 960, 1420]
ad-date: WEDNESDAY, 3rd JULY, 1918.: [314, 124, 457, 136]
ad-title: THE unique feature of the "Unique" brand Hot Water Bottle: [64, 1674, 239, 1718]
ad-2400-acres: [747, 736, 960, 834]
ad-title: DAIRY FARM, TARANAKI.: [763, 1078, 944, 1093]
ad-body: DALGETY AND CO., LTD., will sell at 12.15 p.m.— 62 2-tooth wethers, 200 hoggets, 3 cows, 17 fat steers. On account of Mr. W. H. Rathbone, who has leased his hill property at Mangahao.: [45, 274, 258, 327]
ad-696-acres: [1566, 929, 1896, 999]
ad-title: ASBESTOS ROOFING SLATES.: [47, 1192, 256, 1207]
ad-display-2: MANGOLDS MANGOLDS MANGOLDS: [304, 908, 467, 919]
ad-body: 90 ACRES, Freehold, handy to Levin, all flat and in grass; carry 28 cows and other stock. Good house, with hot and cold water and all conveniences, cowshed with concrete floor. Price £100 per acre. E. EGGINTON, Levin.: [747, 1343, 960, 1409]
ad-straight-lease: [1332, 615, 1545, 746]
ad-choice-property: [981, 512, 1311, 614]
ad-title: A SPLENDID PROPOSITION.: [1048, 105, 1243, 120]
ad-fairbrother: [981, 723, 1311, 846]
ad-wairarapa: [1566, 1131, 1896, 1201]
ad-300-acres: [1566, 1622, 1896, 1679]
issue-date: MONDAY, JULY 1, 1918.: [1612, 29, 1906, 55]
page-number: 12: [35, 26, 62, 56]
ad-body: GREY, RED, BLUE. Write for quotations. BRISCOE AND CO., LTD., Wellington.: [45, 1212, 258, 1237]
ad-title: ROYAL MAIL LEAVES CARBINE STABLES,: [999, 1114, 1293, 1129]
ad-sea-coast: [747, 900, 960, 1070]
ad-sale-exchange: [1566, 1347, 1896, 1417]
ad-dairy-175: [1566, 127, 1896, 184]
section-banner: CHOICE COAST FARMS.: [1566, 100, 1896, 123]
ad-body: ONLY £3000 CASH, BALANCE 5 YEARS AT 5½ PER CENT. SOIL VERY RICHEST OF WARM LOAM. CARRIES 1 cow per acre during summer, or 1 cow to 1½ acres all the year round. Watered by artesian and permanent stream; subdivided into about 25 paddocks, fenced in perfect order. PRICE—£65 per acre. ABRAHAM AND WILLIAMS, LTD., SOLE AGENTS, PALMERSTON NORTH.: [1566, 449, 1897, 529]
